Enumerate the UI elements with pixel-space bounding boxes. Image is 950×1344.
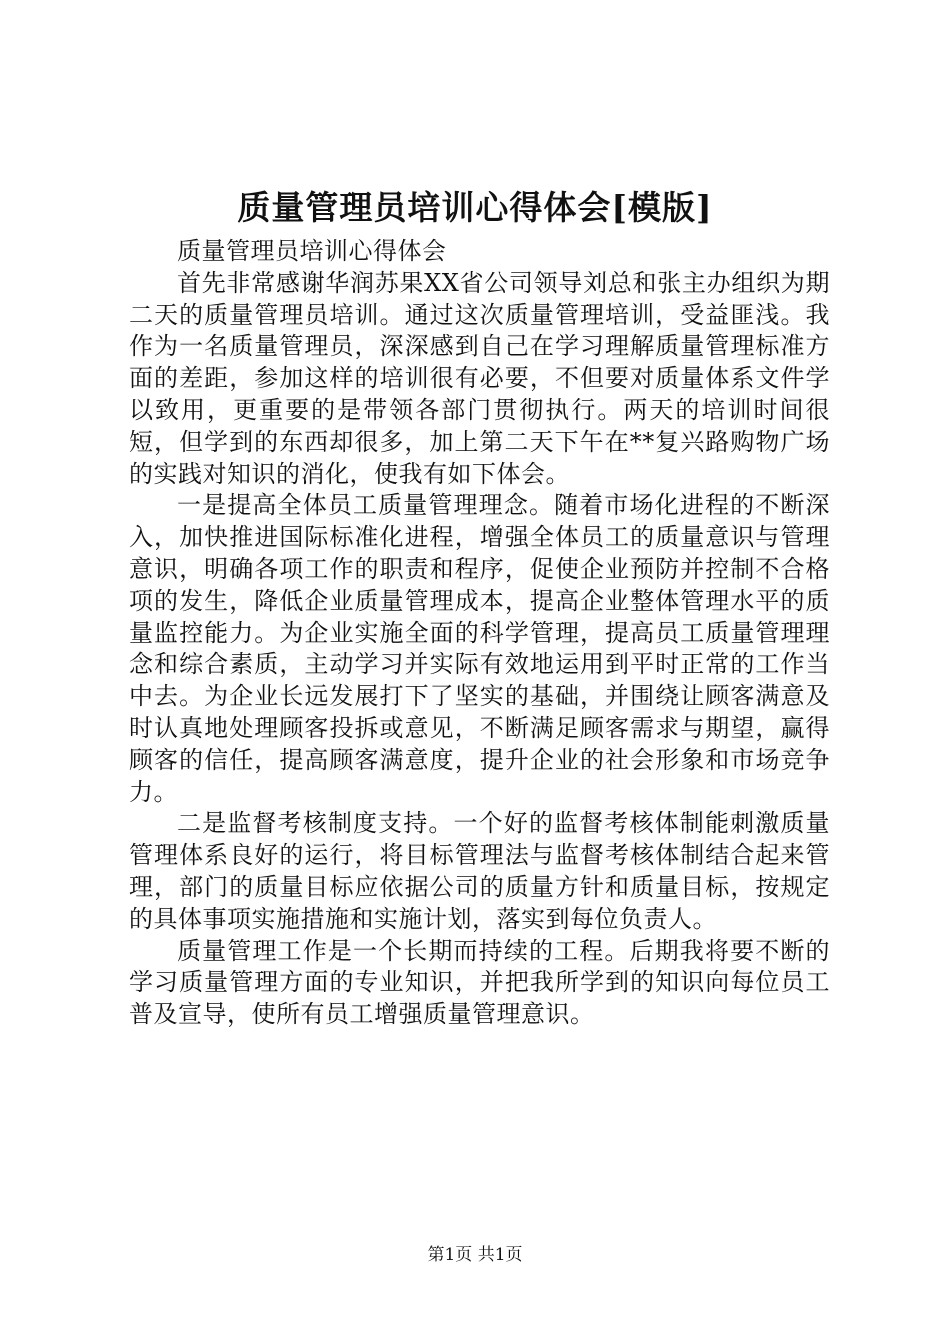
- paragraph-intro: 首先非常感谢华润苏果XX省公司领导刘总和张主办组织为期二天的质量管理员培训。通过这次质量管理培训，受益匪浅。我作为一名质量管理员，深深感到自己在学习理解质量管理标准方面的差距，参加这样的培训很有必要，不但要对质量体系文件学以致用，更重要的是带领各部门贯彻执行。两天的培训时间很短，但学到的东西却很多，加上第二天下午在**复兴路购物广场的实践对知识的消化，使我有如下体会。: [129, 268, 830, 488]
- page-number-footer: 第1页 共1页: [427, 1245, 523, 1265]
- paragraph-point-one: 一是提高全体员工质量管理理念。随着市场化进程的不断深入，加快推进国际标准化进程，增强全体员工的质量意识与管理意识，明确各项工作的职责和程序，促使企业预防并控制不合格项的发生，降低企业质量管理成本，提高企业整体管理水平的质量监控能力。为企业实施全面的科学管理，提高员工质量管理理念和综合素质，主动学习并实际有效地运用到平时正常的工作当中去。为企业长远发展打下了坚实的基础，并围绕让顾客满意及时认真地处理顾客投拆或意见，不断满足顾客需求与期望，赢得顾客的信任，提高顾客满意度，提升企业的社会形象和市场竞争力。: [129, 491, 830, 806]
- document-body: [129, 236, 830, 1031]
- paragraph-subtitle: 质量管理员培训心得体会: [177, 237, 447, 265]
- paragraph-conclusion: 质量管理工作是一个长期而持续的工程。后期我将要不断的学习质量管理方面的专业知识，并把我所学到的知识向每位员工普及宣导，使所有员工增强质量管理意识。: [129, 936, 830, 1029]
- document-title: 质量管理员培训心得体会[模版]: [237, 188, 713, 227]
- paragraph-point-two: 二是监督考核制度支持。一个好的监督考核体制能刺激质量管理体系良好的运行，将目标管理法与监督考核体制结合起来管理，部门的质量目标应依据公司的质量方针和质量目标，按规定的具体事项实施措施和实施计划，落实到每位负责人。: [129, 809, 830, 933]
